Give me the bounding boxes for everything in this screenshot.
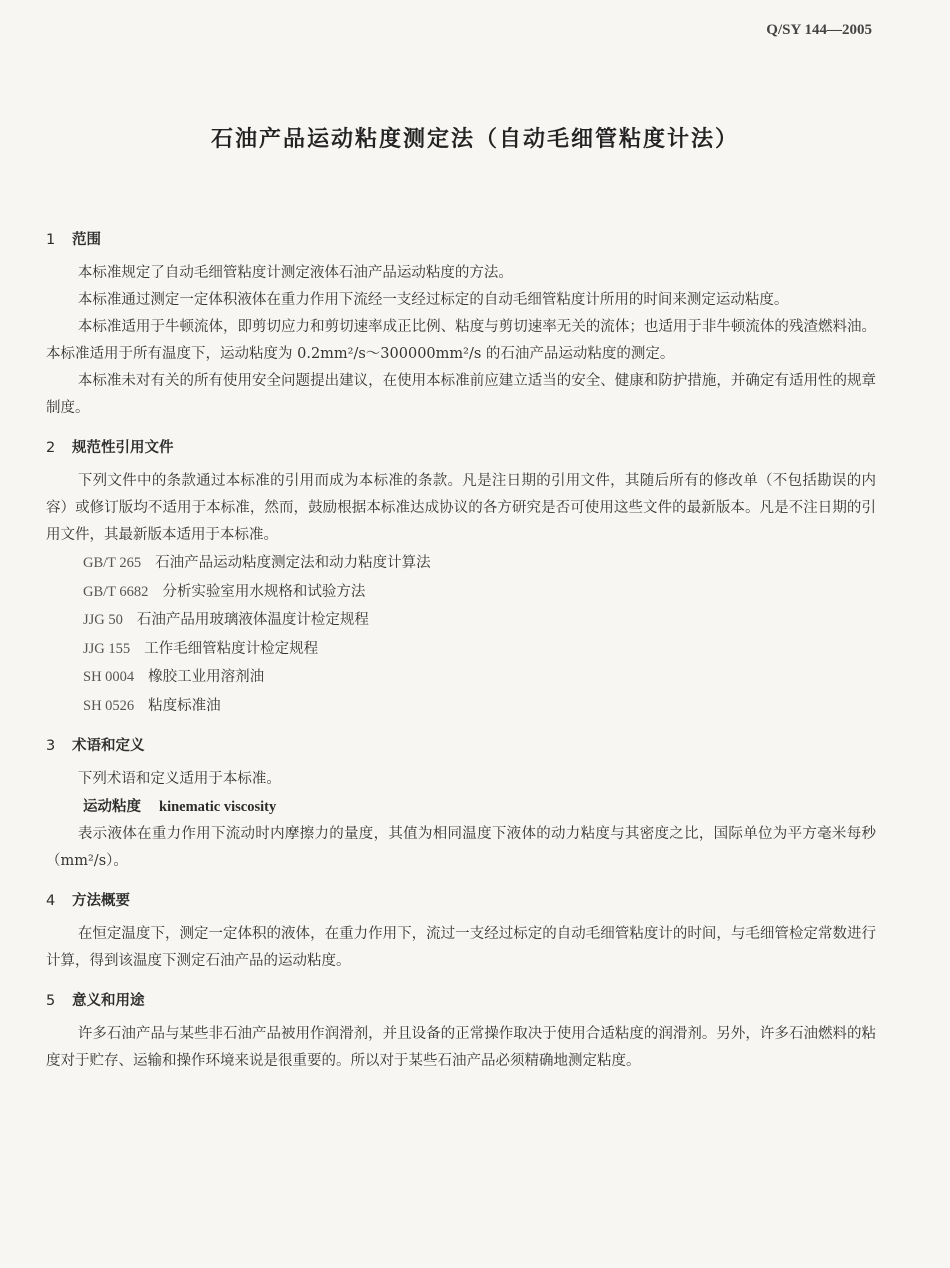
section-title: 术语和定义: [72, 738, 145, 754]
section-terms-definitions: [46, 734, 876, 875]
reference-title: 橡胶工业用溶剂油: [148, 669, 265, 685]
document-title: 石油产品运动粘度测定法（自动毛细管粘度计法）: [210, 127, 739, 152]
section-heading: [46, 889, 876, 913]
paragraph: 下列术语和定义适用于本标准。: [77, 771, 281, 787]
standard-code: Q/SY 144—2005: [766, 22, 872, 38]
reference-code: GB/T 6682: [83, 583, 149, 600]
section-heading: [46, 436, 876, 460]
section-heading: [46, 228, 876, 252]
reference-code: JJG 155: [83, 640, 131, 657]
reference-item: [83, 606, 876, 635]
reference-title: 粘度标准油: [148, 697, 221, 714]
reference-code: JJG 50: [83, 612, 123, 628]
section-title: 范围: [72, 232, 101, 248]
reference-item: [83, 578, 876, 607]
section-method-summary: [46, 889, 876, 975]
paragraph: 表示液体在重力作用下流动时内摩擦力的量度，其值为相同温度下液体的动力粘度与其密度之比，国际单位为平方毫米每秒（mm²/s）。: [46, 826, 876, 869]
paragraph: 本标准未对有关的所有使用安全问题提出建议，在使用本标准前应建立适当的安全、健康和防护措施，并确定有适用性的规章制度。: [46, 373, 876, 416]
reference-title: 分析实验室用水规格和试验方法: [162, 583, 366, 600]
term-english: kinematic viscosity: [159, 799, 277, 815]
paragraph: 下列文件中的条款通过本标准的引用而成为本标准的条款。凡是注日期的引用文件，其随后所有的修改单（不包括勘误的内容）或修订版均不适用于本标准，然而，鼓励根据本标准达成协议的各方研究是否可使用这些文件的最新版本。凡是不注日期的引用文件，其最新版本适用于本标准。: [46, 473, 876, 543]
reference-code: GB/T 265: [83, 555, 142, 571]
paragraph: 许多石油产品与某些非石油产品被用作润滑剂，并且设备的正常操作取决于使用合适粘度的润滑剂。另外，许多石油燃料的粘度对于贮存、运输和操作环境来说是很重要的。所以对于某些石油产品必须精确地测定粘度。: [46, 1026, 876, 1069]
paragraph: 本标准规定了自动毛细管粘度计测定液体石油产品运动粘度的方法。: [77, 265, 513, 281]
reference-item: [83, 663, 876, 692]
section-scope: [46, 228, 876, 422]
paragraph: 本标准适用于牛顿流体，即剪切应力和剪切速率成正比例、粘度与剪切速率无关的流体；也适用于非牛顿流体的残渣燃料油。本标准适用于所有温度下，运动粘度为 0.2mm²/s～300000mm²/s 的石油产品运动粘度的测定。: [46, 319, 876, 362]
section-heading: [46, 989, 876, 1013]
reference-title: 石油产品运动粘度测定法和动力粘度计算法: [155, 555, 431, 571]
document-body: [46, 228, 876, 1089]
section-normative-references: [46, 436, 876, 720]
reference-item: [83, 692, 876, 721]
section-title: 意义和用途: [72, 993, 145, 1009]
section-title: 规范性引用文件: [72, 440, 174, 456]
paragraph: 本标准通过测定一定体积液体在重力作用下流经一支经过标定的自动毛细管粘度计所用的时间来测定运动粘度。: [77, 292, 789, 308]
reference-code: SH 0526: [83, 697, 135, 714]
section-title: 方法概要: [72, 893, 130, 909]
paragraph: 在恒定温度下，测定一定体积的液体，在重力作用下，流过一支经过标定的自动毛细管粘度计的时间，与毛细管检定常数进行计算，得到该温度下测定石油产品的运动粘度。: [46, 926, 876, 969]
section-number: 2: [46, 440, 56, 456]
reference-title: 石油产品用玻璃液体温度计检定规程: [136, 612, 369, 628]
reference-item: [83, 635, 876, 664]
section-number: 3: [46, 738, 56, 754]
term-chinese: 运动粘度: [83, 798, 141, 815]
section-number: 4: [46, 893, 56, 909]
reference-item: [83, 549, 876, 578]
section-heading: [46, 734, 876, 758]
reference-title: 工作毛细管粘度计检定规程: [144, 640, 319, 657]
term-entry: [46, 793, 876, 821]
section-significance-use: [46, 989, 876, 1075]
reference-code: SH 0004: [83, 669, 135, 685]
section-number: 5: [46, 993, 56, 1009]
reference-list: [46, 549, 876, 720]
section-number: 1: [46, 232, 56, 248]
